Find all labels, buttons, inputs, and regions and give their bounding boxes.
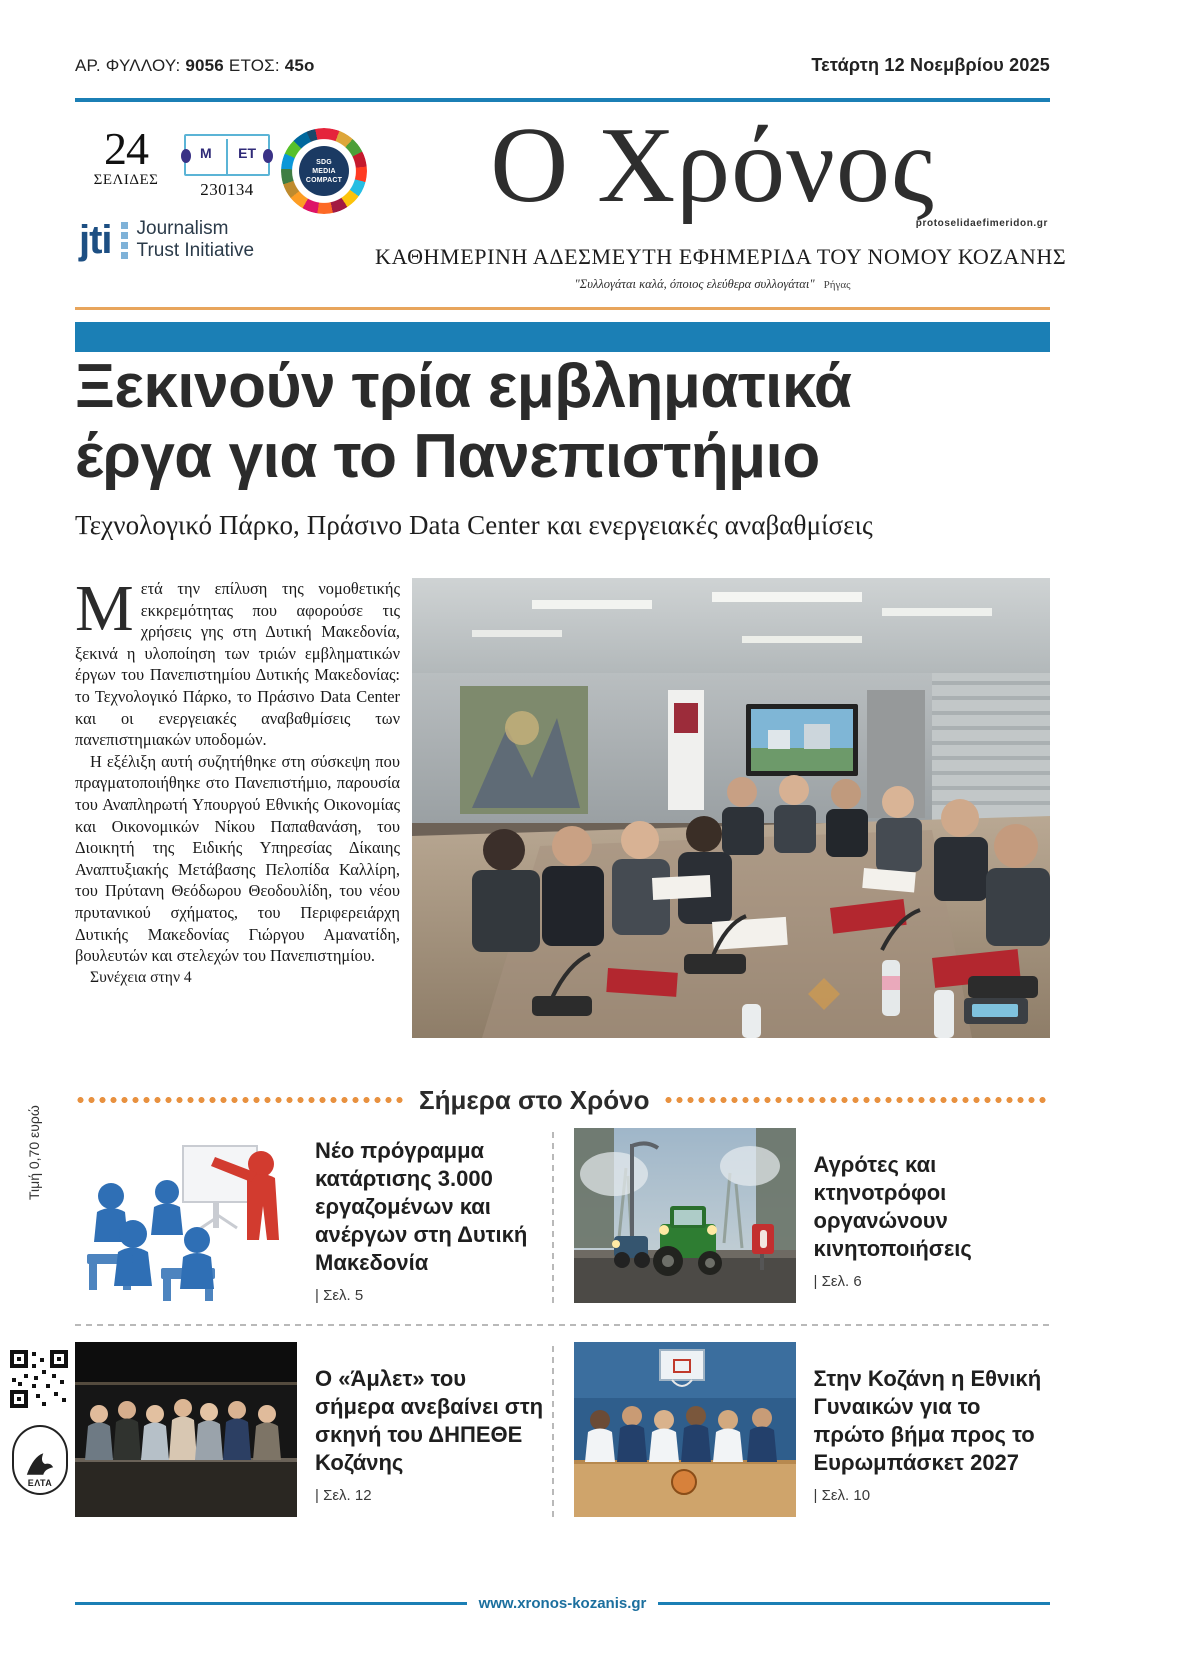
- jti-dots-icon: [121, 222, 128, 259]
- headline-accent-band: [75, 322, 1050, 352]
- sdg-line-3: COMPACT: [305, 176, 343, 184]
- jti-wordmark: jti: [79, 218, 112, 262]
- lead-subheadline: Τεχνολογικό Πάρκο, Πράσινο Data Center και ενεργειακές αναβαθμίσεις: [75, 510, 873, 540]
- lead-article-text: [75, 572, 400, 988]
- footer-url-bar: [75, 1590, 1050, 1616]
- sdg-hub: [299, 146, 349, 196]
- lead-paragraph-1: [75, 572, 400, 751]
- top-blue-rule: [75, 98, 1050, 102]
- lead-photo-conference-meeting: [412, 578, 1050, 1038]
- teaser-card-farmers[interactable]: [552, 1128, 1051, 1308]
- issue-info: [75, 56, 315, 76]
- teaser-row: [75, 1342, 1050, 1522]
- teaser-text: [297, 1128, 552, 1308]
- teaser-title: Στην Κοζάνη η Εθνική Γυναικών για το πρώτο βήμα προς το Ευρωμπάσκετ 2027: [813, 1365, 1042, 1475]
- jti-dot: [121, 232, 128, 239]
- teaser-text: [796, 1128, 1051, 1308]
- teaser-page-ref: | Σελ. 12: [315, 1486, 372, 1504]
- lead-headline: [75, 352, 1050, 492]
- theatre-cast-photo: [75, 1342, 297, 1517]
- teaser-thumb-tractor: [574, 1128, 796, 1303]
- pages-count-badge: [80, 123, 172, 189]
- qr-code-graphic: [8, 1348, 70, 1410]
- jti-dot: [121, 252, 128, 259]
- quote-text: "Συλλογάται καλά, όποιος ελεύθερα συλλογάται": [574, 277, 815, 291]
- section-dots-right: [663, 1097, 1050, 1103]
- elta-label: ΕΛΤΑ: [27, 1478, 53, 1488]
- footer-rule-left: [75, 1602, 467, 1605]
- met-registry-number: 230134: [200, 180, 254, 199]
- today-section-header: [75, 1085, 1050, 1115]
- teaser-card-training[interactable]: [75, 1128, 552, 1308]
- teaser-title: Ο «Άμλετ» του σήμερα ανεβαίνει στη σκηνή του ΔΗΠΕΘΕ Κοζάνης: [315, 1365, 544, 1475]
- section-title: Σήμερα στο Χρόνο: [419, 1084, 650, 1115]
- website-url[interactable]: www.xronos-kozanis.gr: [478, 1594, 647, 1612]
- elta-bird-icon: [23, 1450, 57, 1478]
- sdg-line-2: MEDIA: [312, 167, 336, 175]
- issue-number: 9056: [185, 56, 224, 75]
- sdg-media-compact-icon: [281, 128, 367, 214]
- continued-reference: Συνέχεια στην 4: [90, 968, 192, 986]
- orange-rule: [75, 307, 1050, 310]
- teaser-thumb-classroom: [75, 1128, 297, 1303]
- teaser-card-theatre[interactable]: [75, 1342, 552, 1522]
- publication-date: Τετάρτη 12 Νοεμβρίου 2025: [811, 55, 1050, 75]
- book-right-dot-icon: [263, 149, 273, 163]
- aggregator-url: protoselidaefimeridon.gr: [915, 218, 1048, 229]
- masthead-title-block: [375, 106, 1067, 292]
- jti-text: [137, 218, 255, 262]
- teaser-thumb-basketball: [574, 1342, 796, 1517]
- teaser-card-basketball[interactable]: [552, 1342, 1051, 1522]
- lead-photo-graphic: [412, 578, 1050, 1038]
- price-label: Τιμή 0,70 ευρώ: [26, 1105, 42, 1200]
- top-info-bar: [75, 55, 1050, 76]
- classroom-training-illustration: [75, 1128, 297, 1303]
- tractor-protest-photo: [574, 1128, 796, 1303]
- jti-dot: [121, 222, 128, 229]
- sdg-line-1: SDG: [316, 158, 332, 166]
- masthead-badges: [75, 120, 375, 290]
- masthead-quote: [375, 277, 1050, 292]
- year-prefix-label: ΕΤΟΣ:: [228, 56, 280, 75]
- teaser-title: Αγρότες και κτηνοτρόφοι οργανώνουν κινητοποιήσεις: [813, 1151, 972, 1261]
- year-value: 45ο: [284, 56, 315, 75]
- jti-logo: [79, 218, 254, 262]
- lead-paragraph-1-text: ετά την επίλυση της νομοθετικής εκκρεμότητας που αφορούσε τις χρήσεις γης στη Δυτική Μακεδονία, ξεκινά η υλοποίηση των τριών εμβληματικών έργων του Πανεπιστημίου Δυτικής Μακεδονίας: το Τεχνολογικό Πάρκο, το Πράσινο Data Center και οι ενεργειακές αναβαθμίσεις των πανεπιστημιακών υποδομών.: [75, 579, 400, 750]
- teaser-text: [796, 1342, 1051, 1522]
- issue-prefix-label: ΑΡ. ΦΥΛΛΟΥ:: [75, 56, 181, 75]
- lead-headline-line-2: έργα για το Πανεπιστήμιο: [75, 422, 820, 491]
- met-left-letter: Μ: [200, 145, 212, 161]
- pages-count-number: 24: [104, 123, 148, 174]
- teaser-page-ref: | Σελ. 5: [315, 1286, 364, 1304]
- newspaper-title: Ο Χρόνος: [490, 106, 935, 225]
- teaser-row: [75, 1128, 1050, 1308]
- teaser-thumb-theatre: [75, 1342, 297, 1517]
- elta-oval-icon: [12, 1425, 68, 1495]
- teaser-page-ref: | Σελ. 6: [813, 1272, 862, 1290]
- newspaper-subtitle: ΚΑΘΗΜΕΡΙΝΗ ΑΔΕΣΜΕΥΤΗ ΕΦΗΜΕΡΙΔΑ ΤΟΥ ΝΟΜΟΥ ΚΟΖΑΝΗΣ: [375, 244, 1067, 269]
- teaser-text: [297, 1342, 552, 1522]
- met-badge: [179, 134, 275, 200]
- open-book-icon: [184, 134, 270, 176]
- quote-author: Ρήγας: [823, 279, 851, 291]
- teaser-page-ref: | Σελ. 10: [813, 1486, 871, 1504]
- drop-cap: Μ: [75, 572, 134, 645]
- book-left-dot-icon: [181, 149, 191, 163]
- teaser-vertical-divider: [552, 1132, 554, 1304]
- jti-dot: [121, 242, 128, 249]
- met-right-letter: ΕΤ: [238, 145, 256, 161]
- section-dots-left: [75, 1097, 405, 1103]
- teaser-title: Νέο πρόγραμμα κατάρτισης 3.000 εργαζομένων και ανέργων στη Δυτική Μακεδονία: [315, 1137, 528, 1275]
- elta-logo: [12, 1425, 68, 1495]
- footer-rule-right: [658, 1602, 1050, 1605]
- pages-count-label: ΣΕΛΙΔΕΣ: [93, 172, 159, 188]
- jti-line-2: Trust Initiative: [136, 240, 255, 261]
- lead-paragraph-2: Η εξέλιξη αυτή συζητήθηκε στη σύσκεψη που πραγματοποιήθηκε στο Πανεπιστήμιο, παρουσία του Αναπληρωτή Υπουργού Εθνικής Οικονομίας και Οικονομικών Νίκου Παπαθανάση, του Διοικητή της Ειδικής Υπηρεσίας Δίκαιης Αναπτυξιακής Μετάβασης Πελοπίδα Καλλίρη, του Πρύτανη Θεόδωρου Θεοδουλίδη, του νέου πρυτανικού σχήματος, του Περιφερειάρχη Δυτικής Μακεδονίας Γιώργου Αμανατίδη, βουλευτών και στελεχών του Πανεπιστημίου.: [75, 751, 400, 966]
- jti-line-1: Journalism: [136, 218, 229, 239]
- teaser-grid: [75, 1128, 1050, 1558]
- teaser-vertical-divider: [552, 1346, 554, 1518]
- masthead: [75, 106, 1067, 307]
- qr-code[interactable]: [8, 1348, 70, 1410]
- teaser-horizontal-divider: [75, 1324, 1050, 1326]
- lead-headline-line-1: Ξεκινούν τρία εμβληματικά: [75, 352, 852, 421]
- basketball-team-photo: [574, 1342, 796, 1517]
